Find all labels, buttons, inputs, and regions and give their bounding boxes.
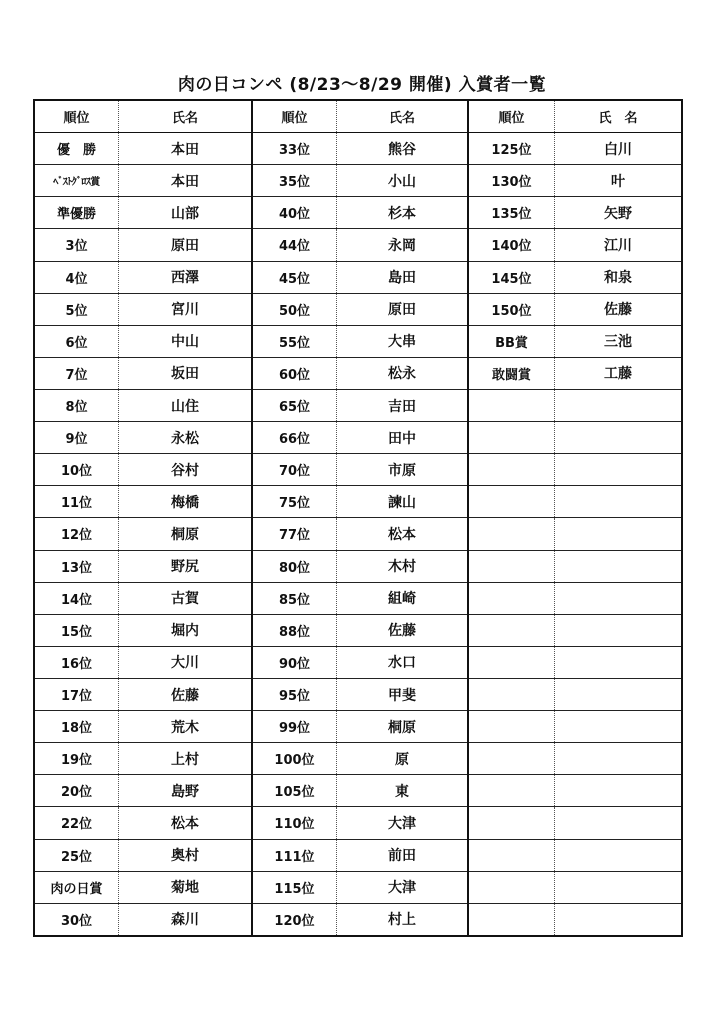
name-cell: 桐原 bbox=[388, 719, 416, 736]
rank-column-header: 順位 bbox=[35, 101, 119, 132]
rank-cell: BB賞 bbox=[469, 326, 555, 357]
name-cell: 荒木 bbox=[171, 719, 199, 736]
name-column-header: 氏名 bbox=[388, 111, 415, 127]
rank-cell bbox=[469, 775, 555, 806]
name-cell: 江川 bbox=[604, 237, 632, 254]
table-row bbox=[35, 679, 251, 711]
name-cell: 杉本 bbox=[388, 205, 416, 222]
table-row bbox=[35, 390, 251, 422]
table-row bbox=[253, 872, 467, 904]
name-cell: 東 bbox=[395, 783, 409, 800]
table-row bbox=[35, 743, 251, 775]
rank-cell: 80位 bbox=[253, 551, 337, 582]
rank-cell bbox=[469, 486, 555, 517]
rank-cell: 5位 bbox=[35, 294, 119, 325]
rank-cell: 77位 bbox=[253, 518, 337, 549]
name-cell: 組崎 bbox=[388, 591, 416, 608]
rank-cell: 88位 bbox=[253, 615, 337, 646]
table-row bbox=[35, 647, 251, 679]
rank-cell: 20位 bbox=[35, 775, 119, 806]
name-cell: 本田 bbox=[171, 141, 199, 158]
table-row bbox=[469, 390, 681, 422]
rank-cell bbox=[469, 743, 555, 774]
rank-cell: 150位 bbox=[469, 294, 555, 325]
name-cell bbox=[555, 486, 681, 517]
rank-cell: 18位 bbox=[35, 711, 119, 742]
table-row bbox=[469, 165, 681, 197]
table-row bbox=[253, 518, 467, 550]
rank-cell: 60位 bbox=[253, 358, 337, 389]
rank-cell: 130位 bbox=[469, 165, 555, 196]
table-row bbox=[35, 358, 251, 390]
name-cell bbox=[555, 454, 681, 485]
name-cell: 野尻 bbox=[171, 559, 199, 576]
table-row bbox=[253, 486, 467, 518]
rank-cell: 優 勝 bbox=[35, 133, 119, 164]
table-row bbox=[253, 229, 467, 261]
name-cell bbox=[555, 615, 681, 646]
table-row bbox=[469, 583, 681, 615]
table-row bbox=[253, 711, 467, 743]
table-block-1 bbox=[35, 101, 251, 935]
table-row bbox=[253, 583, 467, 615]
name-cell: 中山 bbox=[171, 334, 199, 351]
table-row bbox=[253, 454, 467, 486]
name-cell bbox=[555, 551, 681, 582]
rank-cell: 25位 bbox=[35, 840, 119, 871]
name-cell: 前田 bbox=[388, 848, 416, 865]
table-row bbox=[469, 133, 681, 165]
name-cell: 白川 bbox=[604, 141, 632, 158]
name-cell: 大津 bbox=[388, 815, 416, 832]
rank-cell: 敢闘賞 bbox=[469, 358, 555, 389]
rank-cell: 19位 bbox=[35, 743, 119, 774]
rank-cell: 44位 bbox=[253, 229, 337, 260]
table-row bbox=[35, 840, 251, 872]
name-cell: 叶 bbox=[611, 173, 625, 190]
table-row bbox=[253, 390, 467, 422]
rank-cell: 40位 bbox=[253, 197, 337, 228]
table-row bbox=[469, 904, 681, 935]
rank-cell bbox=[469, 422, 555, 453]
table-row bbox=[35, 486, 251, 518]
name-cell: 工藤 bbox=[604, 366, 632, 383]
table-row bbox=[35, 711, 251, 743]
table-row bbox=[253, 807, 467, 839]
name-cell bbox=[555, 390, 681, 421]
name-cell: 谷村 bbox=[171, 462, 199, 479]
table-row bbox=[469, 711, 681, 743]
table-row bbox=[469, 551, 681, 583]
table-row bbox=[469, 518, 681, 550]
table-row bbox=[469, 358, 681, 390]
rank-cell: ﾍﾞｽﾄｸﾞﾛｽ賞 bbox=[35, 165, 119, 196]
name-cell: 森川 bbox=[171, 912, 199, 929]
table-row bbox=[469, 486, 681, 518]
table-row bbox=[469, 872, 681, 904]
name-column-header: 氏名 bbox=[171, 111, 198, 127]
table-row bbox=[253, 422, 467, 454]
name-cell: 永岡 bbox=[388, 237, 416, 254]
rank-cell: 3位 bbox=[35, 229, 119, 260]
name-cell: 山部 bbox=[171, 205, 199, 222]
name-cell bbox=[555, 904, 681, 935]
table-row bbox=[253, 647, 467, 679]
rank-cell: 11位 bbox=[35, 486, 119, 517]
name-cell: 水口 bbox=[388, 655, 416, 672]
name-cell bbox=[555, 872, 681, 903]
table-row bbox=[469, 647, 681, 679]
rank-cell: 111位 bbox=[253, 840, 337, 871]
name-cell bbox=[555, 807, 681, 838]
rank-cell: 45位 bbox=[253, 262, 337, 293]
rank-cell: 55位 bbox=[253, 326, 337, 357]
name-cell: 桐原 bbox=[171, 526, 199, 543]
rank-cell: 13位 bbox=[35, 551, 119, 582]
table-block-3 bbox=[467, 101, 681, 935]
rank-cell: 140位 bbox=[469, 229, 555, 260]
rank-cell: 9位 bbox=[35, 422, 119, 453]
rank-cell: 90位 bbox=[253, 647, 337, 678]
name-cell: 諫山 bbox=[388, 494, 416, 511]
name-cell: 奥村 bbox=[171, 848, 199, 865]
rank-cell: 17位 bbox=[35, 679, 119, 710]
name-cell: 山住 bbox=[171, 398, 199, 415]
table-row bbox=[35, 518, 251, 550]
table-row bbox=[253, 294, 467, 326]
table-row bbox=[469, 197, 681, 229]
name-cell: 熊谷 bbox=[388, 141, 416, 158]
table-row bbox=[253, 326, 467, 358]
name-cell: 古賀 bbox=[171, 591, 199, 608]
rank-cell: 70位 bbox=[253, 454, 337, 485]
name-cell bbox=[555, 711, 681, 742]
name-cell bbox=[555, 583, 681, 614]
name-cell: 原田 bbox=[388, 302, 416, 319]
name-cell: 坂田 bbox=[171, 366, 199, 383]
name-cell: 西澤 bbox=[171, 270, 199, 287]
rank-cell: 10位 bbox=[35, 454, 119, 485]
table-row bbox=[35, 133, 251, 165]
name-cell: 大川 bbox=[171, 655, 199, 672]
name-cell: 松本 bbox=[388, 526, 416, 543]
rank-cell: 肉の日賞 bbox=[35, 872, 119, 903]
rank-cell: 50位 bbox=[253, 294, 337, 325]
name-cell: 市原 bbox=[388, 462, 416, 479]
name-cell: 菊地 bbox=[171, 880, 199, 897]
rank-cell: 65位 bbox=[253, 390, 337, 421]
table-row bbox=[35, 583, 251, 615]
rank-cell bbox=[469, 679, 555, 710]
table-row bbox=[469, 743, 681, 775]
rank-cell: 125位 bbox=[469, 133, 555, 164]
rank-cell: 16位 bbox=[35, 647, 119, 678]
table-row bbox=[35, 197, 251, 229]
name-cell bbox=[555, 647, 681, 678]
rank-cell: 22位 bbox=[35, 807, 119, 838]
name-cell: 原田 bbox=[171, 237, 199, 254]
table-row bbox=[253, 743, 467, 775]
table-row bbox=[469, 454, 681, 486]
name-cell bbox=[555, 743, 681, 774]
table-header-row bbox=[35, 101, 251, 133]
name-cell: 松永 bbox=[388, 366, 416, 383]
table-row bbox=[35, 551, 251, 583]
table-row bbox=[469, 229, 681, 261]
table-row bbox=[35, 807, 251, 839]
table-row bbox=[253, 358, 467, 390]
rank-cell bbox=[469, 807, 555, 838]
table-row bbox=[35, 422, 251, 454]
name-cell bbox=[555, 679, 681, 710]
table-row bbox=[469, 807, 681, 839]
table-row bbox=[253, 615, 467, 647]
rank-cell: 99位 bbox=[253, 711, 337, 742]
rank-cell: 115位 bbox=[253, 872, 337, 903]
table-row bbox=[253, 262, 467, 294]
table-row bbox=[35, 904, 251, 935]
name-cell: 大串 bbox=[388, 334, 416, 351]
name-column-header: 氏 名 bbox=[598, 111, 638, 127]
table-row bbox=[35, 165, 251, 197]
page-title: 肉の日コンペ (8/23〜8/29 開催) 入賞者一覧 bbox=[177, 75, 547, 95]
table-row bbox=[469, 615, 681, 647]
rank-column-header: 順位 bbox=[253, 101, 337, 132]
name-cell: 小山 bbox=[388, 173, 416, 190]
rank-cell: 8位 bbox=[35, 390, 119, 421]
rank-cell: 95位 bbox=[253, 679, 337, 710]
table-row bbox=[35, 454, 251, 486]
name-cell: 和泉 bbox=[604, 270, 632, 287]
table-row bbox=[469, 422, 681, 454]
rank-cell bbox=[469, 840, 555, 871]
rank-cell: 105位 bbox=[253, 775, 337, 806]
rank-cell: 120位 bbox=[253, 904, 337, 935]
rank-cell bbox=[469, 518, 555, 549]
rank-cell bbox=[469, 551, 555, 582]
name-cell: 島野 bbox=[171, 783, 199, 800]
table-row bbox=[469, 262, 681, 294]
table-row bbox=[253, 904, 467, 935]
rank-cell bbox=[469, 583, 555, 614]
rank-cell: 85位 bbox=[253, 583, 337, 614]
name-cell bbox=[555, 518, 681, 549]
rank-cell: 110位 bbox=[253, 807, 337, 838]
name-cell: 矢野 bbox=[604, 205, 632, 222]
name-cell: 梅橋 bbox=[171, 494, 199, 511]
rank-cell: 4位 bbox=[35, 262, 119, 293]
name-cell: 吉田 bbox=[388, 398, 416, 415]
table-row bbox=[469, 840, 681, 872]
name-cell: 田中 bbox=[388, 430, 416, 447]
rank-cell bbox=[469, 711, 555, 742]
name-cell: 佐藤 bbox=[604, 302, 632, 319]
rank-cell: 35位 bbox=[253, 165, 337, 196]
rank-cell: 33位 bbox=[253, 133, 337, 164]
table-row bbox=[35, 326, 251, 358]
name-cell: 甲斐 bbox=[388, 687, 416, 704]
rank-cell bbox=[469, 615, 555, 646]
name-cell: 大津 bbox=[388, 880, 416, 897]
table-row bbox=[469, 326, 681, 358]
table-row bbox=[35, 229, 251, 261]
table-row bbox=[253, 165, 467, 197]
table-row bbox=[35, 775, 251, 807]
rank-cell: 100位 bbox=[253, 743, 337, 774]
rank-cell: 30位 bbox=[35, 904, 119, 935]
rank-cell: 14位 bbox=[35, 583, 119, 614]
rank-cell bbox=[469, 454, 555, 485]
table-block-2 bbox=[251, 101, 467, 935]
table-row bbox=[253, 679, 467, 711]
name-cell: 佐藤 bbox=[171, 687, 199, 704]
rank-cell bbox=[469, 647, 555, 678]
table-row bbox=[469, 679, 681, 711]
table-row bbox=[469, 294, 681, 326]
name-cell: 木村 bbox=[388, 559, 416, 576]
table-row bbox=[35, 615, 251, 647]
name-cell: 堀内 bbox=[171, 623, 199, 640]
rank-cell: 準優勝 bbox=[35, 197, 119, 228]
name-cell: 原 bbox=[395, 751, 409, 768]
table-row bbox=[253, 133, 467, 165]
rank-cell: 15位 bbox=[35, 615, 119, 646]
table-header-row bbox=[253, 101, 467, 133]
name-cell: 佐藤 bbox=[388, 623, 416, 640]
name-cell bbox=[555, 840, 681, 871]
rank-cell bbox=[469, 390, 555, 421]
rank-cell: 6位 bbox=[35, 326, 119, 357]
name-cell: 島田 bbox=[388, 270, 416, 287]
name-cell: 村上 bbox=[388, 912, 416, 929]
award-table bbox=[33, 99, 683, 937]
name-cell: 宮川 bbox=[171, 302, 199, 319]
rank-cell: 7位 bbox=[35, 358, 119, 389]
rank-column-header: 順位 bbox=[469, 101, 555, 132]
name-cell bbox=[555, 422, 681, 453]
rank-cell: 75位 bbox=[253, 486, 337, 517]
rank-cell: 12位 bbox=[35, 518, 119, 549]
table-row bbox=[253, 775, 467, 807]
table-header-row bbox=[469, 101, 681, 133]
table-row bbox=[469, 775, 681, 807]
name-cell: 永松 bbox=[171, 430, 199, 447]
name-cell: 松本 bbox=[171, 815, 199, 832]
table-row bbox=[253, 197, 467, 229]
rank-cell: 145位 bbox=[469, 262, 555, 293]
name-cell: 三池 bbox=[604, 334, 632, 351]
table-row bbox=[253, 551, 467, 583]
name-cell: 本田 bbox=[171, 173, 199, 190]
table-row bbox=[35, 294, 251, 326]
table-row bbox=[253, 840, 467, 872]
rank-cell: 135位 bbox=[469, 197, 555, 228]
table-row bbox=[35, 872, 251, 904]
rank-cell bbox=[469, 872, 555, 903]
name-cell bbox=[555, 775, 681, 806]
name-cell: 上村 bbox=[171, 751, 199, 768]
rank-cell: 66位 bbox=[253, 422, 337, 453]
rank-cell bbox=[469, 904, 555, 935]
table-row bbox=[35, 262, 251, 294]
